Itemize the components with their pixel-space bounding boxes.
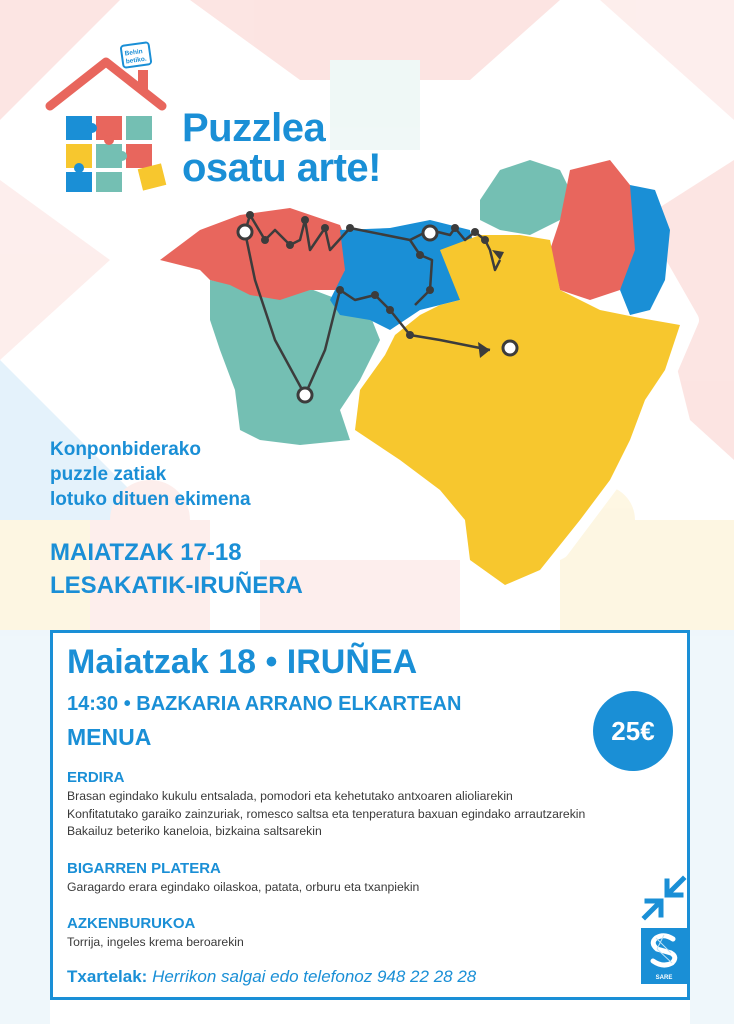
menu-label: MENUA [67, 724, 152, 750]
menu-section-dessert [67, 914, 244, 952]
tickets-label: Txartelak: [67, 967, 148, 986]
subtitle-line2: puzzle zatiak [50, 464, 167, 485]
tickets-value: Herrikon salgai edo telefonoz 948 22 28 28 [152, 967, 477, 986]
title-line2: osatu arte! [182, 146, 381, 190]
menu-section-main [67, 859, 419, 897]
menu-item: Torrija, ingeles krema beroarekin [67, 935, 244, 949]
converging-arrows-icon [639, 873, 689, 923]
title-line1: Puzzlea [182, 106, 326, 150]
sare-logo [641, 928, 687, 984]
menu-item: Konfitatutako garaiko zainzuriak, romesco saltsa eta tenperatura baxuan egindako arrautzarekin [67, 806, 586, 821]
price-badge: 25€ [593, 691, 673, 771]
subtitle-line1: Konponbiderako [50, 439, 201, 460]
sare-s-icon [641, 930, 687, 970]
subtitle [50, 437, 251, 512]
dates-line1: MAIATZAK 17-18 [50, 539, 242, 566]
sare-logo-text: SARE [655, 975, 673, 981]
menu-item: Brasan egindako kukulu entsalada, pomodori eta kehetutako antxoaren alioliarekin [67, 789, 513, 803]
menu-section-starters [67, 768, 585, 841]
badge-line1: Behin [124, 48, 144, 58]
menu-item: Garagardo erara egindako oilaskoa, patata, orburu eta txanpiekin [67, 880, 420, 894]
badge-line2: betiko. [125, 55, 148, 66]
section-heading-dessert: AZKENBURUKOA [67, 915, 196, 932]
event-title: Maiatzak 18 • IRUÑEA [67, 643, 418, 681]
section-heading-main: BIGARREN PLATERA [67, 860, 221, 877]
basque-country-map [140, 140, 700, 600]
menu-item: Bakailuz beteriko kaneloia, bizkaina saltsarekin [67, 824, 322, 838]
subtitle-line3: lotuko dituen ekimena [50, 489, 251, 510]
event-dates [50, 536, 303, 602]
dates-line2: LESAKATIK-IRUÑERA [50, 572, 303, 599]
tickets-info [67, 966, 476, 988]
event-time-line: 14:30 • BAZKARIA ARRANO ELKARTEAN [67, 693, 462, 715]
menu-box [50, 630, 690, 1000]
section-heading-starters: ERDIRA [67, 769, 125, 786]
